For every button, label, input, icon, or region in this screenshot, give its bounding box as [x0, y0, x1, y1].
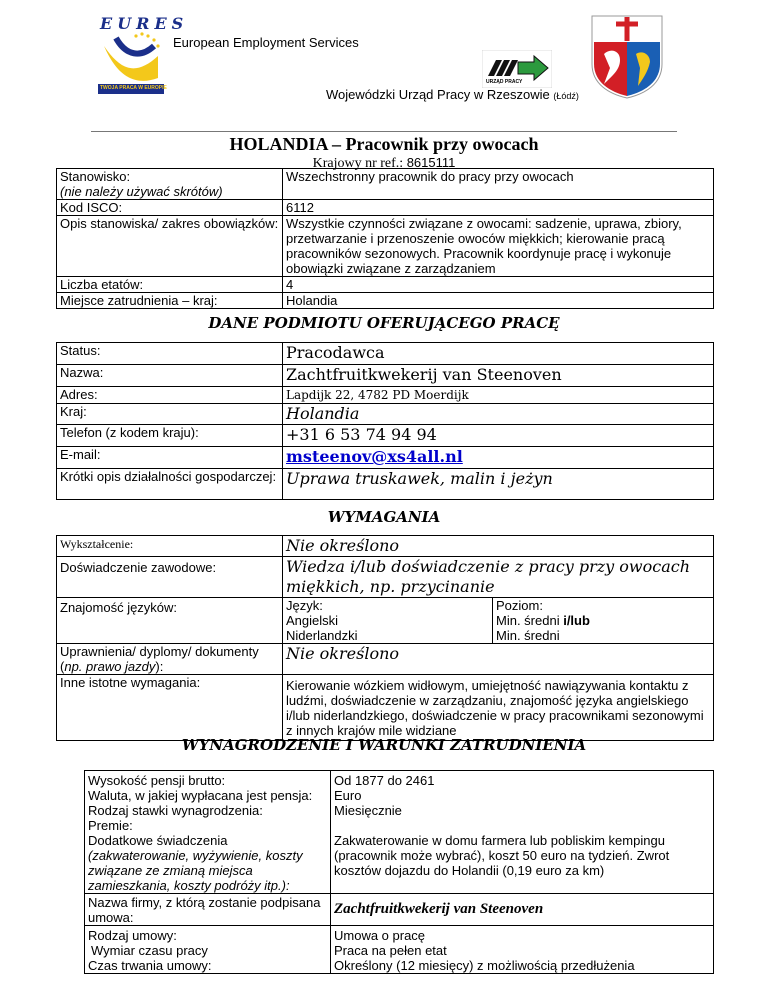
- uprawnienia-label: Uprawnienia/ dyplomy/ dokumenty: [60, 644, 259, 659]
- pensja-label: Wysokość pensji brutto:: [88, 773, 226, 788]
- paren-close: ):: [155, 659, 164, 674]
- level-column: [493, 598, 714, 644]
- eures-logo: [96, 14, 189, 100]
- uprawnienia-label-cell: [57, 644, 283, 675]
- eures-logo-subtext: TWOJA PRACA W EUROPIE: [100, 85, 167, 91]
- level1-bold: i/lub: [563, 613, 590, 628]
- isco-value: 6112: [283, 200, 714, 216]
- wyksztalcenie-label: Wykształcenie:: [57, 536, 283, 557]
- employer-row: [57, 404, 714, 425]
- wymiar-label: Wymiar czasu pracy: [91, 943, 208, 958]
- wyksztalcenie-value: Nie określono: [283, 536, 714, 557]
- job-table: [56, 168, 714, 309]
- req-row: [57, 675, 714, 741]
- coat-of-arms-icon: [590, 14, 664, 100]
- stanowisko-value: Wszechstronny pracownik do pracy przy owocach: [283, 169, 714, 200]
- telefon-value: +31 6 53 74 94 94: [283, 425, 714, 447]
- ref-label: Krajowy nr ref.:: [312, 156, 404, 171]
- wup-logo: [482, 50, 552, 88]
- doswiadczenie-label: Doświadczenie zawodowe:: [57, 557, 283, 598]
- level1-text: Min. średni: [496, 613, 560, 628]
- salary-row: [85, 926, 714, 974]
- kraj-value: Holandia: [283, 404, 714, 425]
- dzialalnosc-value: Uprawa truskawek, malin i jeżyn: [283, 469, 714, 500]
- job-row: [57, 200, 714, 216]
- opis-value: Wszystkie czynności związane z owocami: sadzenie, uprawa, zbiory, przetwarzanie i przenoszenie owoców miękkich; kierowanie pracą pracowników sezonowych. Pracownik koordynuje pracę i wykonuje obowiązki związane z zarządzaniem: [283, 216, 714, 277]
- jezyki-label: Znajomość języków:: [57, 598, 283, 644]
- dodatkowe-value: Zakwaterowanie w domu farmera lub pobliskim kempingu (pracownik może wybrać), koszt 50 euro na tydzień. Zwrot kosztów dojazdu do Holandii (0,19 euro za km): [334, 833, 670, 878]
- telefon-label: Telefon (z kodem kraju):: [57, 425, 283, 447]
- page-title: HOLANDIA – Pracownik przy owocach: [229, 134, 539, 154]
- inne-value: Kierowanie wózkiem widłowym, umiejętność nawiązywania kontaktu z ludźmi, doświadczenie w zarządzaniu, znajomość języka angielskiego i/lub niderlandzkiego, doświadczenie w pracy pracownikami sezonowymi z innych krajów mile widziane: [283, 675, 714, 741]
- status-value: Pracodawca: [283, 343, 714, 365]
- adres-value: Lapdijk 22, 4782 PD Moerdijk: [283, 387, 714, 404]
- stanowisko-label: Stanowisko:: [60, 169, 131, 184]
- etaty-value: 4: [283, 277, 714, 293]
- waluta-value: Euro: [334, 788, 362, 803]
- employer-row: [57, 387, 714, 404]
- office-line: [326, 87, 579, 102]
- inne-label: Inne istotne wymagania:: [57, 675, 283, 741]
- premie-label: Premie:: [88, 818, 133, 833]
- poziom-header: Poziom:: [496, 598, 543, 613]
- doswiadczenie-value: Wiedza i/lub doświadczenie z pracy przy owocach miękkich, np. przycinanie: [283, 557, 714, 598]
- employer-table: [56, 342, 714, 500]
- language-level: [496, 613, 710, 628]
- salary-row: [85, 771, 714, 894]
- email-link[interactable]: msteenov@xs4all.nl: [286, 447, 463, 466]
- job-row: [57, 293, 714, 309]
- employer-row: [57, 469, 714, 500]
- salary-table: [84, 770, 714, 974]
- premie-value-empty: [334, 818, 710, 833]
- language-name: Niderlandzki: [286, 628, 358, 643]
- uprawnienia-value: Nie określono: [283, 644, 714, 675]
- req-row: [57, 644, 714, 675]
- req-row: [57, 598, 714, 644]
- employer-row: [57, 447, 714, 469]
- firma-label: Nazwa firmy, z którą zostanie podpisana umowa:: [85, 894, 331, 926]
- job-row: [57, 216, 714, 277]
- salary-labels: [85, 771, 331, 894]
- language-column: [283, 598, 493, 644]
- jezyk-header: Język:: [286, 598, 323, 613]
- stawka-value: Miesięcznie: [334, 803, 402, 818]
- czas-value: Określony (12 miesięcy) z możliwością przedłużenia: [334, 958, 635, 973]
- etaty-label: Liczba etatów:: [57, 277, 283, 293]
- waluta-label: Waluta, w jakiej wypłacana jest pensja:: [88, 788, 313, 803]
- employer-row: [57, 365, 714, 387]
- salary-heading: WYNAGRODZENIE I WARUNKI ZATRUDNIENIA: [181, 736, 587, 754]
- status-label: Status:: [57, 343, 283, 365]
- job-row: [57, 277, 714, 293]
- dzialalnosc-label: Krótki opis działalności gospodarczej:: [57, 469, 283, 500]
- office-suffix: (Łódź): [553, 91, 579, 101]
- employer-heading: DANE PODMIOTU OFERUJĄCEGO PRACĘ: [208, 314, 560, 332]
- nazwa-value: Zachtfruitkwekerij van Steenoven: [283, 365, 714, 387]
- language-level: Min. średni: [496, 628, 560, 643]
- header-divider: [91, 131, 677, 132]
- dodatkowe-label: Dodatkowe świadczenia: [88, 833, 228, 848]
- wup-logo-text: URZĄD PRACY: [486, 79, 523, 85]
- org-name: European Employment Services: [173, 35, 359, 50]
- contract-labels: [85, 926, 331, 974]
- requirements-heading: WYMAGANIA: [327, 508, 441, 526]
- requirements-table: [56, 535, 714, 741]
- umowa-value: Umowa o pracę: [334, 928, 426, 943]
- adres-label: Adres:: [57, 387, 283, 404]
- job-row: [57, 169, 714, 200]
- employer-row: [57, 343, 714, 365]
- dodatkowe-note: (zakwaterowanie, wyżywienie, koszty związane ze zmianą miejsca zamieszkania, koszty podróży itp.):: [88, 848, 303, 893]
- kraj-label: Kraj:: [57, 404, 283, 425]
- paren-open: (: [60, 659, 65, 674]
- uprawnienia-note-text: np. prawo jazdy: [64, 659, 156, 674]
- stawka-label: Rodzaj stawki wynagrodzenia:: [88, 803, 263, 818]
- czas-label: Czas trwania umowy:: [88, 958, 212, 973]
- firma-value: Zachtfruitkwekerij van Steenoven: [331, 894, 714, 926]
- req-row: [57, 536, 714, 557]
- pensja-value: Od 1877 do 2461: [334, 773, 435, 788]
- job-label-cell: [57, 169, 283, 200]
- opis-label: Opis stanowiska/ zakres obowiązków:: [57, 216, 283, 277]
- email-label: E-mail:: [57, 447, 283, 469]
- email-cell: [283, 447, 714, 469]
- miejsce-value: Holandia: [283, 293, 714, 309]
- employer-row: [57, 425, 714, 447]
- nazwa-label: Nazwa:: [57, 365, 283, 387]
- language-name: Angielski: [286, 613, 339, 628]
- contract-values: [331, 926, 714, 974]
- miejsce-label: Miejsce zatrudnienia – kraj:: [57, 293, 283, 309]
- req-row: [57, 557, 714, 598]
- salary-row: [85, 894, 714, 926]
- eures-logo-text: EURES: [100, 14, 189, 33]
- stanowisko-note: (nie należy używać skrótów): [60, 184, 223, 199]
- salary-values: [331, 771, 714, 894]
- isco-label: Kod ISCO:: [57, 200, 283, 216]
- wymiar-value: Praca na pełen etat: [334, 943, 447, 958]
- ref-value: 8615111: [406, 155, 456, 170]
- office-name: Wojewódzki Urząd Pracy w Rzeszowie: [326, 87, 550, 102]
- uprawnienia-note: [60, 659, 279, 674]
- umowa-label: Rodzaj umowy:: [88, 928, 177, 943]
